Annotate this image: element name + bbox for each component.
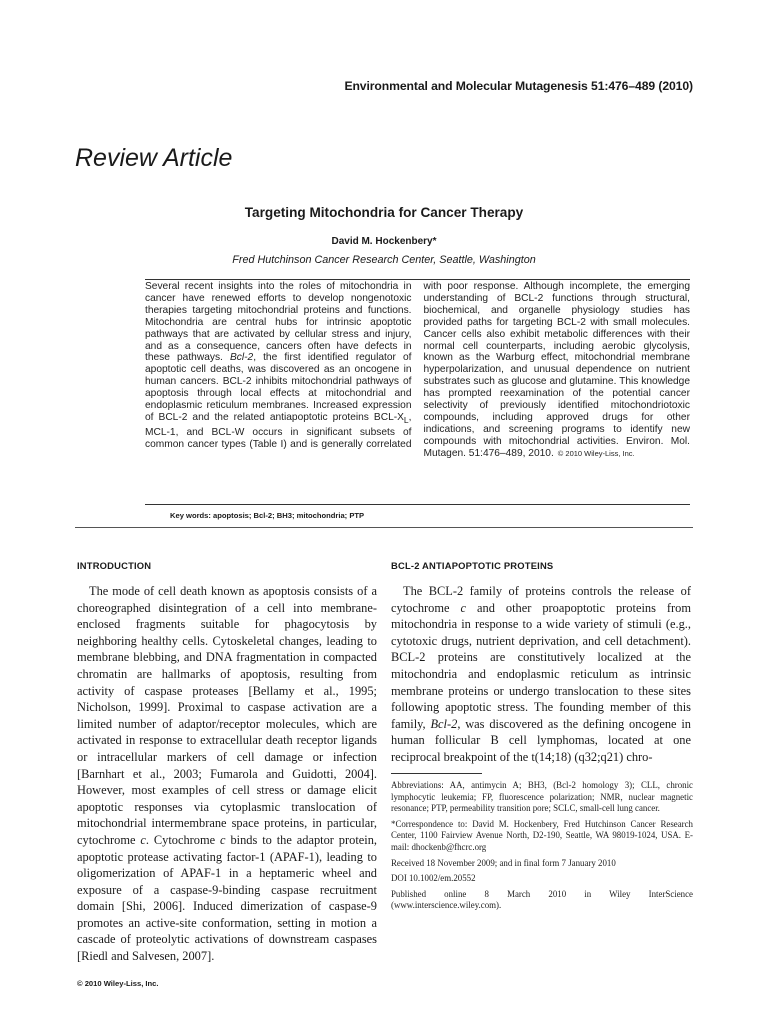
introduction-paragraph: [77, 583, 377, 965]
author-name: David M. Hockenbery*: [331, 236, 437, 247]
left-column: [77, 560, 377, 965]
footnote-doi: DOI 10.1002/em.20552: [391, 873, 476, 884]
author-affiliation: Fred Hutchinson Cancer Research Center, Seattle, Washington: [232, 254, 536, 266]
intro-italic-c-2: c: [220, 832, 226, 847]
intro-text-b: . Cytochrome: [145, 832, 221, 847]
abstract-text-1: Several recent insights into the roles of mitochondria in cancer have renewed efforts to develop nongenotoxic therapies targeting mitochondrial proteins and functions. Mitochondria are central hubs for intrinsic apoptotic pathways that are activated by cellular stress and injury, and as a consequence, cancers often have defects in these pathways.: [145, 281, 412, 364]
abstract-copyright: © 2010 Wiley-Liss, Inc.: [557, 448, 635, 458]
body-separator-rule: [75, 527, 693, 528]
bcl2-text-a: The BCL-2 family of proteins controls the release of cytochrome: [391, 584, 691, 615]
article-title: Targeting Mitochondria for Cancer Therapy: [244, 205, 524, 220]
article-type: Review Article: [75, 144, 233, 172]
intro-text-c: binds to the adaptor protein, apoptotic protease activating factor-1 (APAF-1), leading to oligomerization of APAF-1 in a heptameric wheel and exposure of a caspase-9-binding caspase recruitment domain [Shi, 2006]. Induced dimerization of caspase-9 promotes an active-site conformation, setting in motion a cascade of proteolytic activations of downstream caspases [Riedl and Salvesen, 2007].: [77, 832, 378, 964]
footnote-received: Received 18 November 2009; and in final form 7 January 2010: [391, 857, 616, 868]
section-heading-bcl2: BCL-2 ANTIAPOPTOTIC PROTEINS: [391, 560, 554, 571]
footnotes: [391, 780, 693, 916]
intro-text-a: The mode of cell death known as apoptosis consists of a choreographed disintegration of a cell into membrane-enclosed fragments suitable for phagocytosis by neighboring healthy cells. Cytoskeletal changes, leading to membrane blebbing, and DNA fragmentation in compacted chromatin are hallmarks of apoptosis, resulting from activity of caspase proteases [Bellamy et al., 1995; Nicholson, 1999]. Proximal to caspase activation are a limited number of adaptor/receptor molecules, which are activated in response to extracellular death receptor ligands or intracellular markers of cell damage or infection [Barnhart et al., 2003; Fumarola and Guidotti, 2004]. However, most examples of cell stress or damage elicit apoptotic responses via cytoplasmic translocation of mitochondrial intermembrane space proteins, in particular, cytochrome: [77, 584, 377, 847]
abstract: [145, 281, 690, 460]
abstract-gene-name: Bcl-2: [229, 352, 254, 364]
abstract-bottom-rule: [145, 504, 690, 505]
abstract-text-3: , MCL-1, and BCL-W occurs in significant subsets of common cancer types (Table I) and is generally correlated with poor response. Although incomplete, the emerging understanding of BCL-2 functions through structural, biochemical, and organelle physiology studies has provided paths for targeting BCL-2 with small molecules. Cancer cells also exhibit metabolic differences with their normal cell counterparts, including aerobic glycolysis, known as the Warburg effect, mitochondrial membrane hyperpolarization, and unusual dependence on nutrient substrates such as glucose and glutamine. This knowledge has prompted reexamination of the potential cancer selectivity of previously identified mitochondriotoxic compounds, including approved drugs for other indications, and screening programs to identify new compounds with mitochondrial activities. Environ. Mol. Mutagen. 51:476–489, 2010.: [145, 281, 690, 459]
right-column: [391, 560, 691, 766]
bcl2-text-c: , was discovered as the defining oncogene in human follicular B cell lymphomas, located at one reciprocal breakpoint of the t(14;18) (q32;q21) chro-: [391, 716, 691, 764]
bcl2-italic-c: c: [460, 600, 466, 615]
footnote-rule: [391, 773, 482, 774]
keywords: Key words: apoptosis; Bcl-2; BH3; mitochondria; PTP: [170, 511, 365, 520]
footnote-published: Published online 8 March 2010 in Wiley InterScience (www.interscience.wiley.com).: [391, 888, 693, 911]
bottom-copyright: © 2010 Wiley-Liss, Inc.: [77, 979, 159, 988]
intro-italic-c-1: c: [140, 832, 146, 847]
section-heading-introduction: INTRODUCTION: [77, 560, 152, 571]
abstract-top-rule: [145, 279, 690, 280]
footnote-correspondence: *Correspondence to: David M. Hockenbery, Fred Hutchinson Cancer Research Center, 1100 Fairview Avenue North, D2-190, Seattle, WA 98019-1024, USA. E-mail: dhockenb@fhcrc.org: [391, 818, 693, 852]
footnote-abbreviations: Abbreviations: AA, antimycin A; BH3, (Bcl-2 homology 3); CLL, chronic lymphocytic leukemia; FP, fluorescence polarization; NMR, nuclear magnetic resonance; PTP, permeability transition pore; SCLC, small-cell lung cancer.: [391, 780, 693, 814]
journal-header: Environmental and Molecular Mutagenesis 51:476–489 (2010): [344, 79, 693, 93]
abstract-text-2: , the first identified regulator of apoptotic cell deaths, was discovered as an oncogene in human cancers. BCL-2 inhibits mitochondrial pathways of apoptosis through local effects at mitochondrial and endoplasmic reticulum membranes. Increased expression of BCL-2 and the related antiapoptotic proteins BCL-X: [145, 352, 412, 423]
bcl2-gene-name: Bcl-2: [430, 716, 458, 731]
bcl2-paragraph: [391, 583, 691, 766]
bcl2-text-b: and other proapoptotic proteins from mitochondria in response to a wide variety of stimuli (e.g., cytotoxic drugs, nutrient deprivation, and cell detachment). BCL-2 proteins are constitutively localized at the mitochondria and endoplasmic reticulum as intrinsic membrane proteins or undergo translocation to these sites following apoptotic stress. The founding member of this family,: [391, 600, 691, 731]
abstract-subscript: L: [403, 415, 409, 425]
